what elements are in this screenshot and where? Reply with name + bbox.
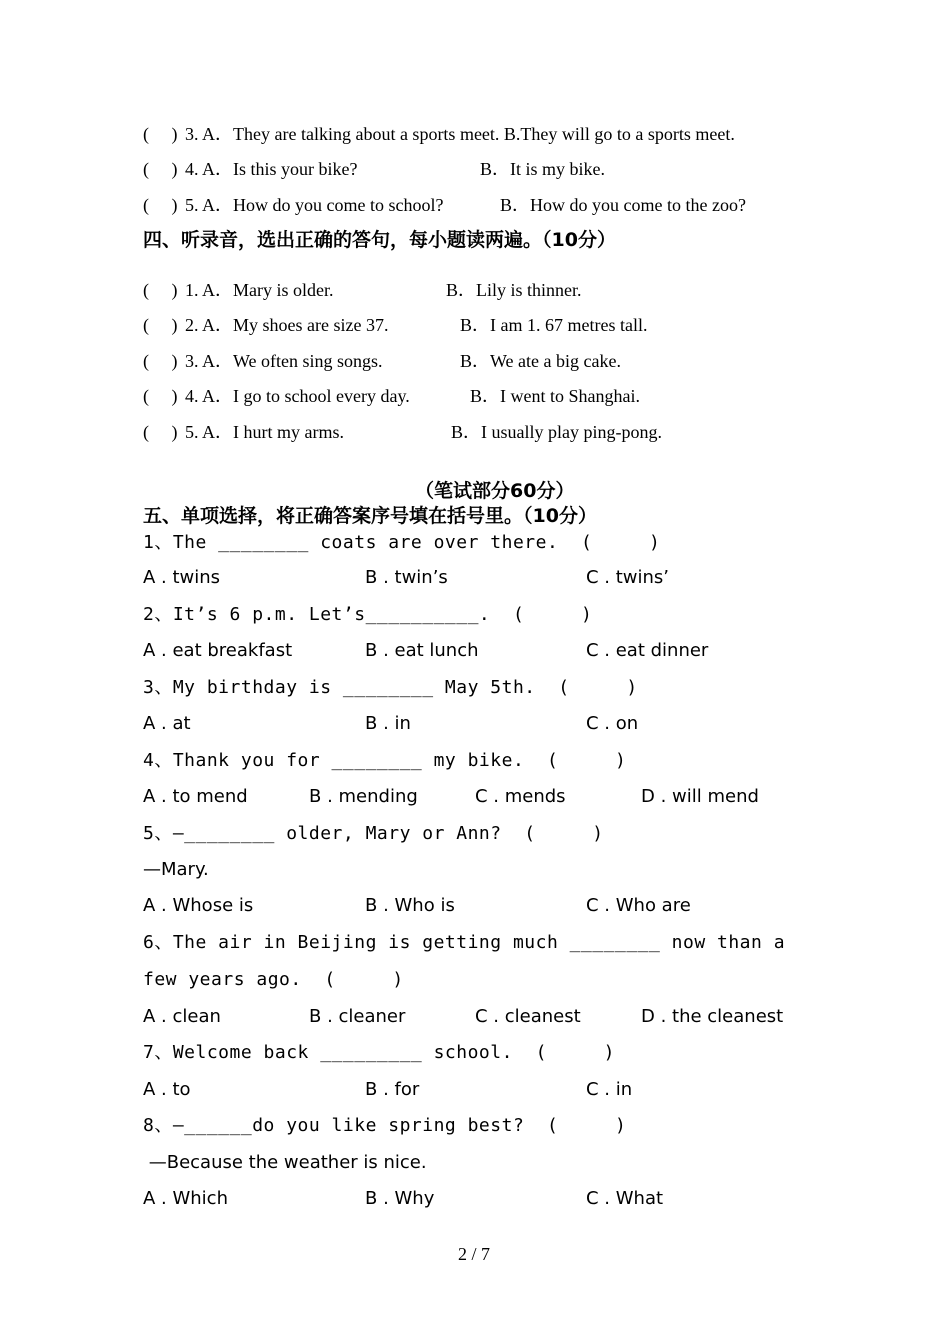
- answer-paren[interactable]: ( ): [143, 315, 178, 335]
- option-a[interactable]: A . at: [143, 713, 191, 734]
- item-text: 3. A．They are talking about a sports meet. B.They will go to a sports meet.: [185, 124, 735, 144]
- answer-paren[interactable]: ( ): [143, 159, 178, 179]
- option-c[interactable]: C . eat dinner: [586, 640, 709, 661]
- option-a[interactable]: A . twins: [143, 567, 221, 588]
- answer-paren[interactable]: ( ): [143, 422, 178, 442]
- question-6-stem-continued: few years ago. ( ): [143, 969, 404, 990]
- option-b[interactable]: B . Who is: [365, 895, 455, 916]
- option-c[interactable]: C . mends: [475, 786, 566, 807]
- option-a: 4. A．I go to school every day.: [185, 386, 410, 406]
- option-a: 1. A．Mary is older.: [185, 280, 334, 300]
- option-c[interactable]: C . in: [586, 1079, 633, 1100]
- written-part-title: （笔试部分60分）: [415, 480, 575, 502]
- option-a: 4. A．Is this your bike?: [185, 159, 358, 179]
- option-c[interactable]: C . twins’: [586, 567, 670, 588]
- option-a[interactable]: A . Whose is: [143, 895, 254, 916]
- question-4-stem: 4、Thank you for ________ my bike. ( ): [143, 750, 627, 771]
- option-b[interactable]: B . mending: [309, 786, 418, 807]
- answer-paren[interactable]: ( ): [143, 124, 178, 144]
- option-b: B．It is my bike.: [480, 159, 605, 179]
- question-3-stem: 3、My birthday is ________ May 5th. ( ): [143, 677, 638, 698]
- option-a[interactable]: A . eat breakfast: [143, 640, 293, 661]
- question-7-stem: 7、Welcome back _________ school. ( ): [143, 1042, 615, 1063]
- question-6-stem: 6、The air in Beijing is getting much ________ now than a: [143, 932, 786, 953]
- option-b: B．I went to Shanghai.: [470, 386, 640, 406]
- option-a: 5. A．I hurt my arms.: [185, 422, 344, 442]
- option-b[interactable]: B . twin’s: [365, 567, 448, 588]
- option-a: 3. A．We often sing songs.: [185, 351, 383, 371]
- section4-heading: 四、听录音，选出正确的答句，每小题读两遍。（10分）: [143, 229, 616, 251]
- option-b: B．I usually play ping-pong.: [451, 422, 662, 442]
- option-a[interactable]: A . clean: [143, 1006, 221, 1027]
- answer-paren[interactable]: ( ): [143, 351, 178, 371]
- option-a[interactable]: A . to mend: [143, 786, 248, 807]
- option-b: B．How do you come to the zoo?: [500, 195, 746, 215]
- option-a[interactable]: A . Which: [143, 1188, 228, 1209]
- option-b: B．I am 1. 67 metres tall.: [460, 315, 648, 335]
- option-b[interactable]: B . cleaner: [309, 1006, 406, 1027]
- option-a: 2. A．My shoes are size 37.: [185, 315, 389, 335]
- option-d[interactable]: D . will mend: [641, 786, 759, 807]
- option-a[interactable]: A . to: [143, 1079, 191, 1100]
- question-5-stem: 5、—________ older, Mary or Ann? ( ): [143, 823, 604, 844]
- answer-paren[interactable]: ( ): [143, 280, 178, 300]
- option-b: B．We ate a big cake.: [460, 351, 621, 371]
- option-c[interactable]: C . What: [586, 1188, 664, 1209]
- option-a: 5. A．How do you come to school?: [185, 195, 444, 215]
- question-1-stem: 1、The ________ coats are over there. ( ): [143, 532, 661, 553]
- question-2-stem: 2、It’s 6 p.m. Let’s__________. ( ): [143, 604, 593, 625]
- question-8-answer: —Because the weather is nice.: [143, 1152, 427, 1173]
- option-d[interactable]: D . the cleanest: [641, 1006, 784, 1027]
- answer-paren[interactable]: ( ): [143, 195, 178, 215]
- question-8-stem: 8、—______do you like spring best? ( ): [143, 1115, 627, 1136]
- question-5-answer: —Mary.: [143, 859, 209, 880]
- option-c[interactable]: C . on: [586, 713, 639, 734]
- option-b[interactable]: B . Why: [365, 1188, 435, 1209]
- answer-paren[interactable]: ( ): [143, 386, 178, 406]
- section5-heading: 五、单项选择，将正确答案序号填在括号里。（10分）: [143, 505, 597, 527]
- option-c[interactable]: C . cleanest: [475, 1006, 581, 1027]
- page-number: 2 / 7: [458, 1244, 491, 1264]
- option-b: B．Lily is thinner.: [446, 280, 582, 300]
- option-b[interactable]: B . eat lunch: [365, 640, 479, 661]
- option-c[interactable]: C . Who are: [586, 895, 691, 916]
- option-b[interactable]: B . for: [365, 1079, 420, 1100]
- option-b[interactable]: B . in: [365, 713, 411, 734]
